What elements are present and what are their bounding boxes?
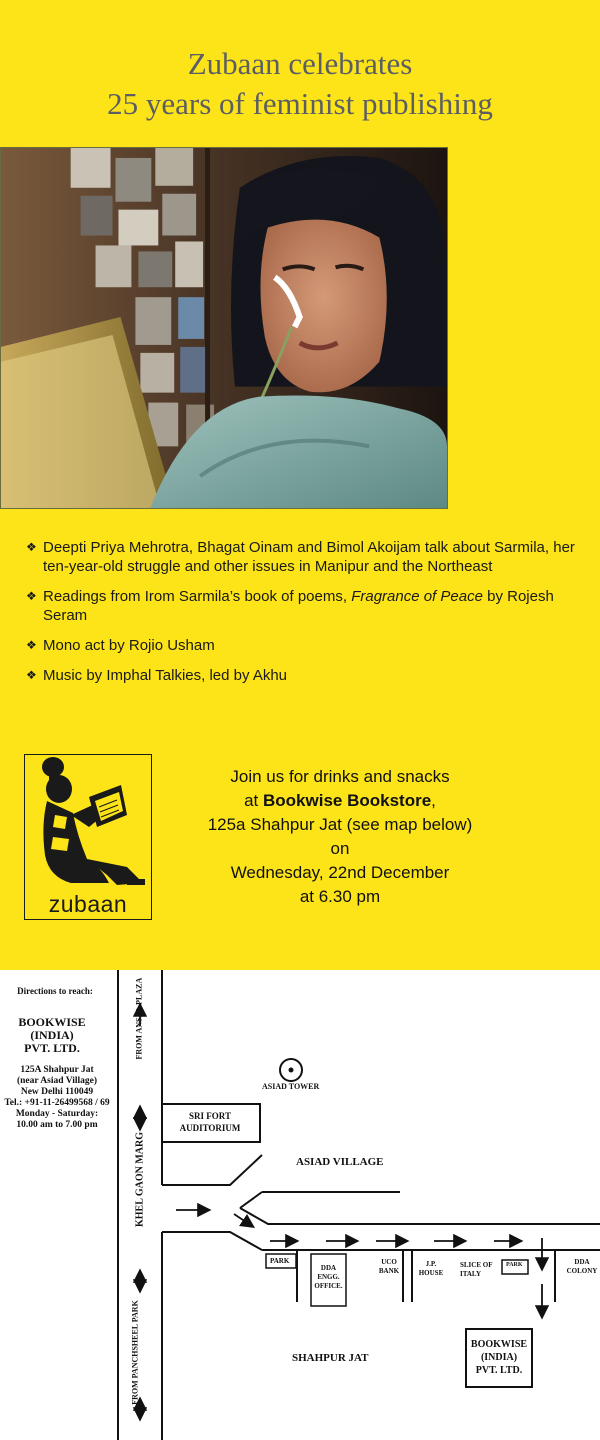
directions-heading: Directions to reach: — [17, 986, 93, 996]
event-time: at 6.30 pm — [299, 887, 381, 906]
road-label-khel-gaon-marg: KHEL GAON MARG — [134, 1132, 146, 1228]
list-item-text: Mono act by Rojio Usham — [43, 637, 215, 654]
event-line-on: on — [330, 839, 350, 858]
label-bookwise-destination: BOOKWISE (INDIA) PVT. LTD. — [470, 1339, 528, 1376]
bullet-diamond-icon: ❖ — [26, 589, 37, 603]
label-dda-colony: DDA COLONY — [566, 1258, 598, 1275]
event-details — [185, 765, 495, 909]
list-item — [26, 666, 576, 685]
bullet-diamond-icon: ❖ — [26, 540, 37, 554]
road-label-ansal-plaza: FROM ANSAL PLAZA — [134, 977, 144, 1060]
title-line-2: 25 years of feminist publishing — [107, 86, 493, 121]
store-address: 125A Shahpur Jat (near Asiad Village) New Delhi 110049 Tel.: +91-11-26499568 / 69 Monday - Saturday: 10.00 am to 7.00 pm — [4, 1065, 110, 1130]
label-shahpur-jat: SHAHPUR JAT — [292, 1352, 369, 1364]
event-line-1: Join us for drinks and snacks — [230, 767, 450, 786]
list-item-text: by Rojesh Seram — [43, 588, 554, 624]
list-item — [26, 587, 576, 625]
label-asiad-tower: ASIAD TOWER — [262, 1082, 320, 1091]
label-jp-house: J.P. HOUSE — [418, 1260, 444, 1277]
event-date: Wednesday, 22nd December — [230, 863, 450, 882]
logo-wordmark: zubaan — [48, 891, 128, 917]
label-park-2: PARK — [506, 1262, 523, 1268]
list-item-text: Deepti Priya Mehrotra, Bhagat Oinam and Bimol Akoijam talk about Sarmila, her ten-year-old struggle and other issues in Manipur and the Northeast — [43, 539, 575, 575]
label-asiad-village: ASIAD VILLAGE — [296, 1156, 384, 1168]
venue-name: Bookwise Bookstore — [263, 791, 432, 810]
list-item — [26, 538, 576, 576]
label-sri-fort: SRI FORT AUDITORIUM — [179, 1111, 241, 1133]
program-list — [26, 538, 576, 696]
event-address: 125a Shahpur Jat (see map below) — [207, 815, 473, 834]
zubaan-logo — [24, 754, 152, 920]
label-uco-bank: UCO BANK — [378, 1258, 400, 1275]
book-title: Fragrance of Peace — [351, 588, 483, 605]
title-line-1: Zubaan celebrates — [187, 46, 413, 81]
reading-woman-icon — [31, 755, 149, 893]
store-name: BOOKWISE (INDIA) PVT. LTD. — [18, 1015, 86, 1055]
road-label-panchsheel-park: FROM PANCHSHEEL PARK — [130, 1300, 140, 1405]
bullet-diamond-icon: ❖ — [26, 638, 37, 652]
list-item-text: Readings from Irom Sarmila’s book of poems, — [43, 588, 352, 605]
event-photo — [0, 147, 448, 509]
label-park: PARK — [270, 1257, 290, 1265]
event-line-2: at Bookwise Bookstore, — [244, 791, 436, 810]
photo-illustration — [1, 148, 447, 508]
label-dda-office: DDA ENGG. OFFICE. — [314, 1264, 343, 1290]
directions-map — [0, 970, 600, 1440]
bullet-diamond-icon: ❖ — [26, 668, 37, 682]
label-slice-of-italy: SLICE OF ITALY — [460, 1261, 493, 1278]
list-item-text: Music by Imphal Talkies, led by Akhu — [43, 667, 288, 684]
list-item — [26, 636, 576, 655]
page-title — [0, 44, 600, 124]
